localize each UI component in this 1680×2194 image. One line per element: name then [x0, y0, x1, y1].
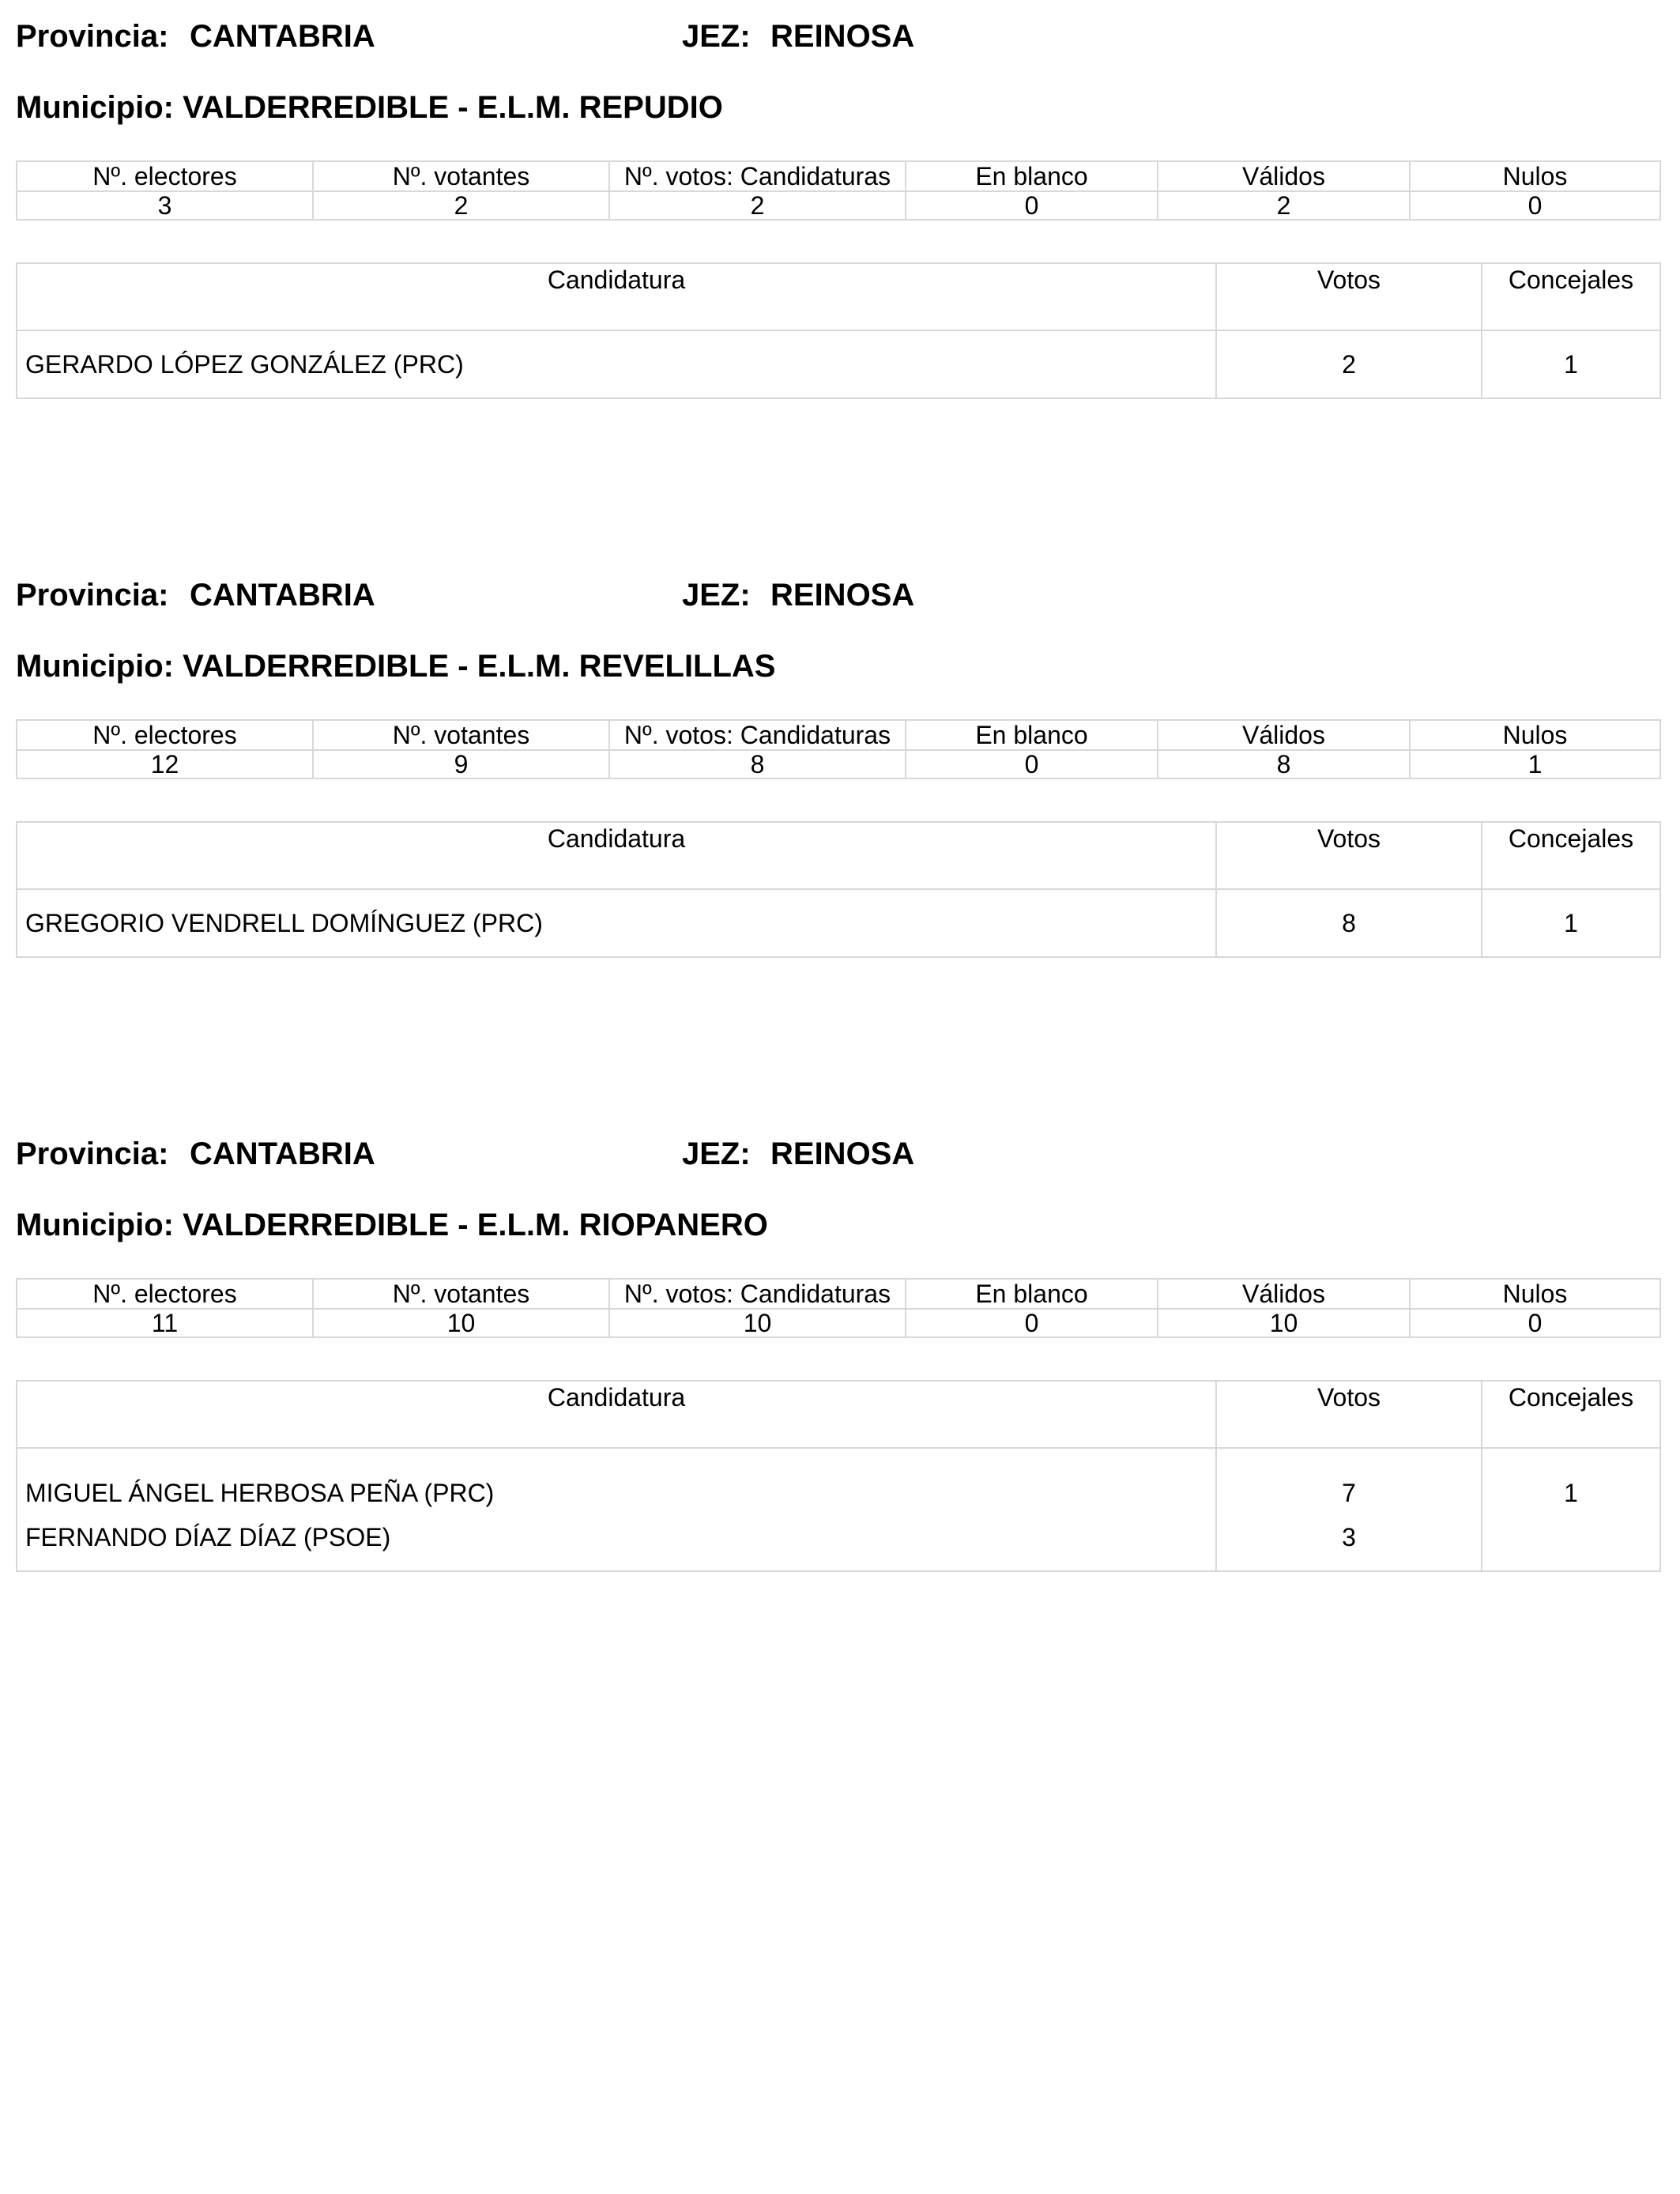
value-en-blanco: 0 [906, 1309, 1158, 1337]
col-en-blanco: En blanco [906, 1279, 1158, 1309]
jez-label: JEZ: [682, 19, 751, 54]
value-en-blanco: 0 [906, 191, 1158, 220]
candidate-concejales: 1 [1482, 330, 1660, 398]
municipio-value: VALDERREDIBLE - E.L.M. REPUDIO [183, 90, 723, 125]
value-validos: 10 [1158, 1309, 1410, 1337]
value-validos: 8 [1158, 750, 1410, 778]
value-validos: 2 [1158, 191, 1410, 220]
provincia-value: CANTABRIA [190, 19, 375, 54]
col-votos-candidaturas: Nº. votos: Candidaturas [609, 720, 906, 750]
candidaturas-table [16, 821, 1661, 958]
col-en-blanco: En blanco [906, 161, 1158, 191]
provincia-label: Provincia: [16, 19, 169, 54]
candidaturas-header-row [17, 263, 1660, 330]
col-votantes: Nº. votantes [313, 1279, 609, 1309]
col-votantes: Nº. votantes [313, 720, 609, 750]
candidate-name: GERARDO LÓPEZ GONZÁLEZ (PRC) [17, 330, 1216, 398]
summary-values-row [17, 1309, 1660, 1337]
col-validos: Válidos [1158, 161, 1410, 191]
col-votantes: Nº. votantes [313, 161, 609, 191]
value-votantes: 9 [313, 750, 609, 778]
col-candidatura: Candidatura [17, 263, 1216, 330]
value-nulos: 0 [1410, 1309, 1660, 1337]
col-votos-candidaturas: Nº. votos: Candidaturas [609, 1279, 906, 1309]
summary-values-row [17, 750, 1660, 778]
results-section-revelillas [16, 575, 1659, 937]
province-jez-header [16, 1133, 1659, 1174]
table-row [17, 330, 1660, 398]
jez-value: REINOSA [770, 1137, 915, 1171]
col-votos: Votos [1216, 1381, 1482, 1448]
candidaturas-header-row [17, 1381, 1660, 1448]
candidate-votos: 3 [1216, 1515, 1482, 1571]
jez-label: JEZ: [682, 1137, 751, 1171]
table-row [17, 1448, 1660, 1515]
candidate-name: GREGORIO VENDRELL DOMÍNGUEZ (PRC) [17, 889, 1216, 957]
candidate-name: FERNANDO DÍAZ DÍAZ (PSOE) [17, 1515, 1216, 1571]
col-candidatura: Candidatura [17, 1381, 1216, 1448]
provincia-label: Provincia: [16, 1137, 169, 1171]
summary-table [16, 719, 1661, 779]
col-electores: Nº. electores [17, 161, 313, 191]
candidate-votos: 2 [1216, 330, 1482, 398]
candidate-votos: 8 [1216, 889, 1482, 957]
table-row [17, 1515, 1660, 1571]
municipio-label: Municipio: [16, 90, 174, 125]
municipio-value: VALDERREDIBLE - E.L.M. RIOPANERO [183, 1208, 768, 1242]
value-electores: 11 [17, 1309, 313, 1337]
value-votantes: 10 [313, 1309, 609, 1337]
col-candidatura: Candidatura [17, 822, 1216, 889]
col-votos-candidaturas: Nº. votos: Candidaturas [609, 161, 906, 191]
col-votos: Votos [1216, 822, 1482, 889]
candidate-concejales: 1 [1482, 889, 1660, 957]
col-electores: Nº. electores [17, 720, 313, 750]
candidate-concejales [1482, 1515, 1660, 1571]
value-en-blanco: 0 [906, 750, 1158, 778]
municipio-header [16, 646, 775, 687]
candidaturas-table [16, 1380, 1661, 1572]
jez-label: JEZ: [682, 578, 751, 613]
value-votos-candidaturas: 8 [609, 750, 906, 778]
candidate-name: MIGUEL ÁNGEL HERBOSA PEÑA (PRC) [17, 1448, 1216, 1515]
col-electores: Nº. electores [17, 1279, 313, 1309]
jez-value: REINOSA [770, 19, 915, 54]
summary-table [16, 1278, 1661, 1338]
value-nulos: 0 [1410, 191, 1660, 220]
value-votos-candidaturas: 10 [609, 1309, 906, 1337]
table-row [17, 889, 1660, 957]
value-electores: 12 [17, 750, 313, 778]
col-validos: Válidos [1158, 720, 1410, 750]
results-section-riopanero [16, 1133, 1659, 1551]
col-validos: Válidos [1158, 1279, 1410, 1309]
province-jez-header [16, 575, 1659, 616]
col-nulos: Nulos [1410, 161, 1660, 191]
col-nulos: Nulos [1410, 720, 1660, 750]
candidate-votos: 7 [1216, 1448, 1482, 1515]
value-votos-candidaturas: 2 [609, 191, 906, 220]
provincia-value: CANTABRIA [190, 1137, 375, 1171]
summary-table [16, 160, 1661, 221]
municipio-label: Municipio: [16, 1208, 174, 1242]
col-votos: Votos [1216, 263, 1482, 330]
col-concejales: Concejales [1482, 263, 1660, 330]
provincia-label: Provincia: [16, 578, 169, 613]
candidaturas-header-row [17, 822, 1660, 889]
municipio-header [16, 87, 723, 128]
municipio-label: Municipio: [16, 649, 174, 684]
municipio-value: VALDERREDIBLE - E.L.M. REVELILLAS [183, 649, 776, 684]
value-nulos: 1 [1410, 750, 1660, 778]
col-concejales: Concejales [1482, 1381, 1660, 1448]
province-jez-header [16, 16, 1659, 57]
value-votantes: 2 [313, 191, 609, 220]
col-nulos: Nulos [1410, 1279, 1660, 1309]
value-electores: 3 [17, 191, 313, 220]
col-concejales: Concejales [1482, 822, 1660, 889]
summary-header-row [17, 720, 1660, 750]
col-en-blanco: En blanco [906, 720, 1158, 750]
summary-header-row [17, 161, 1660, 191]
candidaturas-table [16, 262, 1661, 399]
summary-header-row [17, 1279, 1660, 1309]
results-section-repudio [16, 16, 1659, 379]
provincia-value: CANTABRIA [190, 578, 375, 613]
municipio-header [16, 1204, 768, 1246]
jez-value: REINOSA [770, 578, 915, 613]
candidate-concejales: 1 [1482, 1448, 1660, 1515]
summary-values-row [17, 191, 1660, 220]
